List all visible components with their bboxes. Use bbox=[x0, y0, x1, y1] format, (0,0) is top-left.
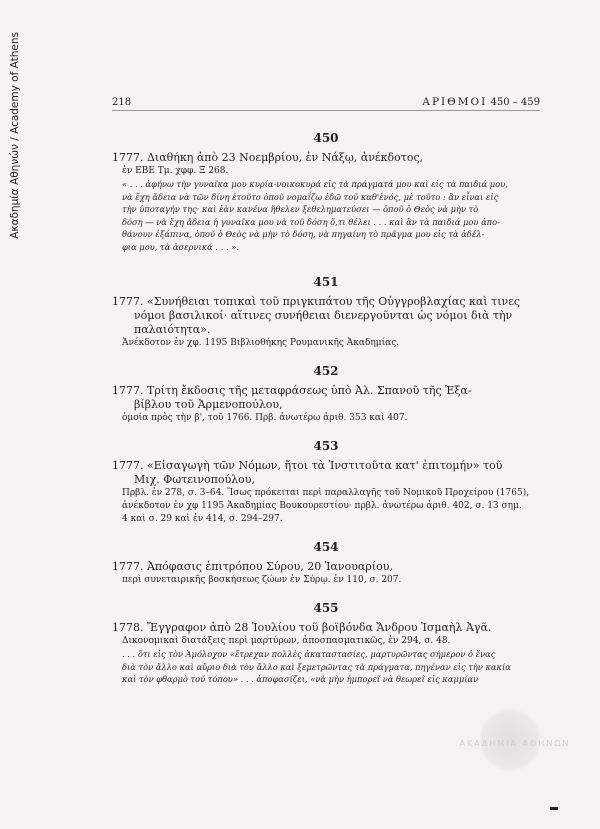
entry-source: Ἀνέκδοτον ἐν χφ. 1195 Βιβλιοθήκης Ρουμανικῆς Ἀκαδημίας. bbox=[122, 338, 400, 348]
entry-heading: 1777. Ἀπόφασις ἐπιτρόπου Σύρου, 20 Ἰανουαρίου, bbox=[112, 560, 393, 573]
quote-line: νὰ ἔχη ἄδεια νὰ τῶν δίνη ἐτοῦτο ὁποῦ νομαΐζω ἐδῶ τοῦ καθ'ἑνός, μὲ τοῦτο : ἂν εἶναι εἰς bbox=[122, 191, 499, 202]
entry-source: ἐν ΕΒΕ Τμ. χφφ. Ξ 268. bbox=[122, 166, 229, 176]
entry-heading-cont: νόμοι βασιλικοί· αἵτινες συνήθειαι διενεργοῦνται ὡς νόμοι διὰ τὴν bbox=[134, 309, 513, 322]
entry-source: ὁμοία πρὸς τὴν β', τοῦ 1766. Πρβ. ἀνωτέρω ἀριθ. 353 καὶ 407. bbox=[122, 413, 408, 423]
page-header bbox=[112, 96, 540, 111]
entry-452 bbox=[112, 364, 540, 425]
entry-number: 454 bbox=[313, 540, 339, 554]
entry-source: Δικονομικαὶ διατάξεις περὶ μαρτύρων, ἀποσπασματικῶς, ἐν 294, σ. 48. bbox=[122, 636, 451, 646]
entry-number: 450 bbox=[313, 131, 339, 145]
entry-451 bbox=[112, 275, 540, 350]
quote-line: θάνουν ἐξάπινα, ὁποῦ ὁ Θεὸς νὰ μὴν τὸ δόση, νὰ πηγαίνη τὸ πρᾶγμα μου εἰς τὰ ἀδέλ- bbox=[122, 229, 485, 239]
quote-line: διὰ τὸν ἄλλο καὶ αὔριο διὰ τὸν ἄλλο καὶ ξεμετρῶντας τὰ πράγματα, πηγέναν εἰς τὴν κακία bbox=[122, 661, 511, 672]
entry-number: 453 bbox=[313, 439, 339, 453]
entry-heading-cont: παλαιότητα». bbox=[134, 323, 211, 336]
entry-heading: 1778. Ἔγγραφον ἀπὸ 28 Ἰουλίου τοῦ βοϊβόνδα Ἄνδρου Ἰσμαὴλ Ἀγᾶ. bbox=[112, 621, 492, 634]
entry-number: 455 bbox=[313, 601, 339, 615]
academy-watermark-logo bbox=[440, 705, 590, 785]
quote-line: τὴν ὑποταγήν της· καὶ ἐὰν κανένα ἤθελεν ξεθεληματεύσει — ὁποῦ ὁ Θεὸς νὰ μὴν τὸ bbox=[122, 204, 479, 214]
corner-mark bbox=[550, 807, 558, 810]
entry-heading-cont: Μιχ. Φωτεινοπούλου, bbox=[134, 473, 255, 486]
quote-line: φια μου, τὰ ἀσερνικά . . . ». bbox=[122, 241, 239, 252]
entry-453 bbox=[112, 439, 540, 526]
running-title-text: ΑΡΙΘΜΟΙ bbox=[422, 96, 488, 108]
entry-heading: 1777. Διαθήκη ἀπὸ 23 Νοεμβρίου, ἐν Νάξῳ, ἀνέκδοτος, bbox=[112, 151, 424, 164]
entry-454 bbox=[112, 540, 540, 587]
page-number: 218 bbox=[112, 97, 132, 108]
spine-text: Ακαδημία Αθηνών / Academy of Athens bbox=[9, 31, 21, 239]
entry-heading: 1777. «Συνήθειαι τοπικαὶ τοῦ πριγκιπάτου τῆς Οὐγγροβλαχίας καὶ τινες bbox=[112, 295, 521, 308]
quote-line: καὶ τὸν φθαρμὸ τοῦ τόπου» . . . ἀποφασίζει, «νὰ μὴν ἠμπορεῖ νὰ θεωρεῖ εἰς καμμίαν bbox=[122, 674, 479, 684]
document-page bbox=[112, 96, 540, 686]
running-title bbox=[422, 96, 540, 108]
entry-number: 451 bbox=[313, 275, 339, 289]
watermark-text: ΑΚΑΔΗΜΙΑ ΑΘΗΝΩΝ bbox=[459, 739, 571, 748]
entry-heading: 1777. «Εἰσαγωγὴ τῶν Νόμων, ἤτοι τὰ Ἰνστιτοῦτα κατ' ἐπιτομήν» τοῦ bbox=[112, 459, 503, 472]
quote-line: δόση — νὰ ἔχη ἄδεια ἡ γυναῖκα μου νὰ τοῦ δόση ὅ,τι θέλει . . . καὶ ἂν τὰ παιδιά μου ἀπο- bbox=[122, 216, 500, 227]
entry-source: περὶ συνεταιρικῆς βοσκήσεως ζώων ἐν Σύρῳ. ἐν 110, σ. 207. bbox=[122, 575, 402, 585]
entry-heading-cont: βίβλου τοῦ Ἀρμενοπούλου, bbox=[134, 398, 283, 411]
entry-455 bbox=[112, 601, 540, 686]
entry-number: 452 bbox=[313, 364, 339, 378]
entry-source: Πρβλ. ἐν 278, σ. 3–64. Ἴσως πρόκειται περὶ παραλλαγῆς τοῦ Νομικοῦ Προχείρου (1765), bbox=[122, 488, 530, 498]
archive-spine-label bbox=[2, 30, 28, 240]
entry-heading: 1777. Τρίτη ἔκδοσις τῆς μεταφράσεως ὑπὸ Ἀλ. Σπανοῦ τῆς Ἑξα- bbox=[112, 384, 472, 397]
quote-line: . . . ὅτι εἰς τὸν Ἀμόλοχον «ἔτρεχαν πολλὲς ἀκαταστασίες, μαρτυρῶντας σήμερον ὁ ἕνας bbox=[122, 649, 496, 659]
entry-450 bbox=[112, 131, 540, 253]
entry-source: 4 καὶ σ. 29 καὶ ἐν 414, σ. 294–297. bbox=[122, 514, 283, 524]
entry-source: ἀνέκδοτον ἐν χφ 1195 Ἀκαδημίας Βουκουρεστίου· πρβλ. ἀνωτέρω ἀριθ. 402, σ. 13 σημ. bbox=[122, 501, 522, 511]
running-title-range: 450 – 459 bbox=[490, 97, 540, 108]
quote-line: « . . . ἀφήνω τὴν γυναῖκα μου κυρία-νοικοκυρά εἰς τὰ πράγματά μου καὶ εἰς τὰ παιδιά μου, bbox=[122, 179, 508, 189]
